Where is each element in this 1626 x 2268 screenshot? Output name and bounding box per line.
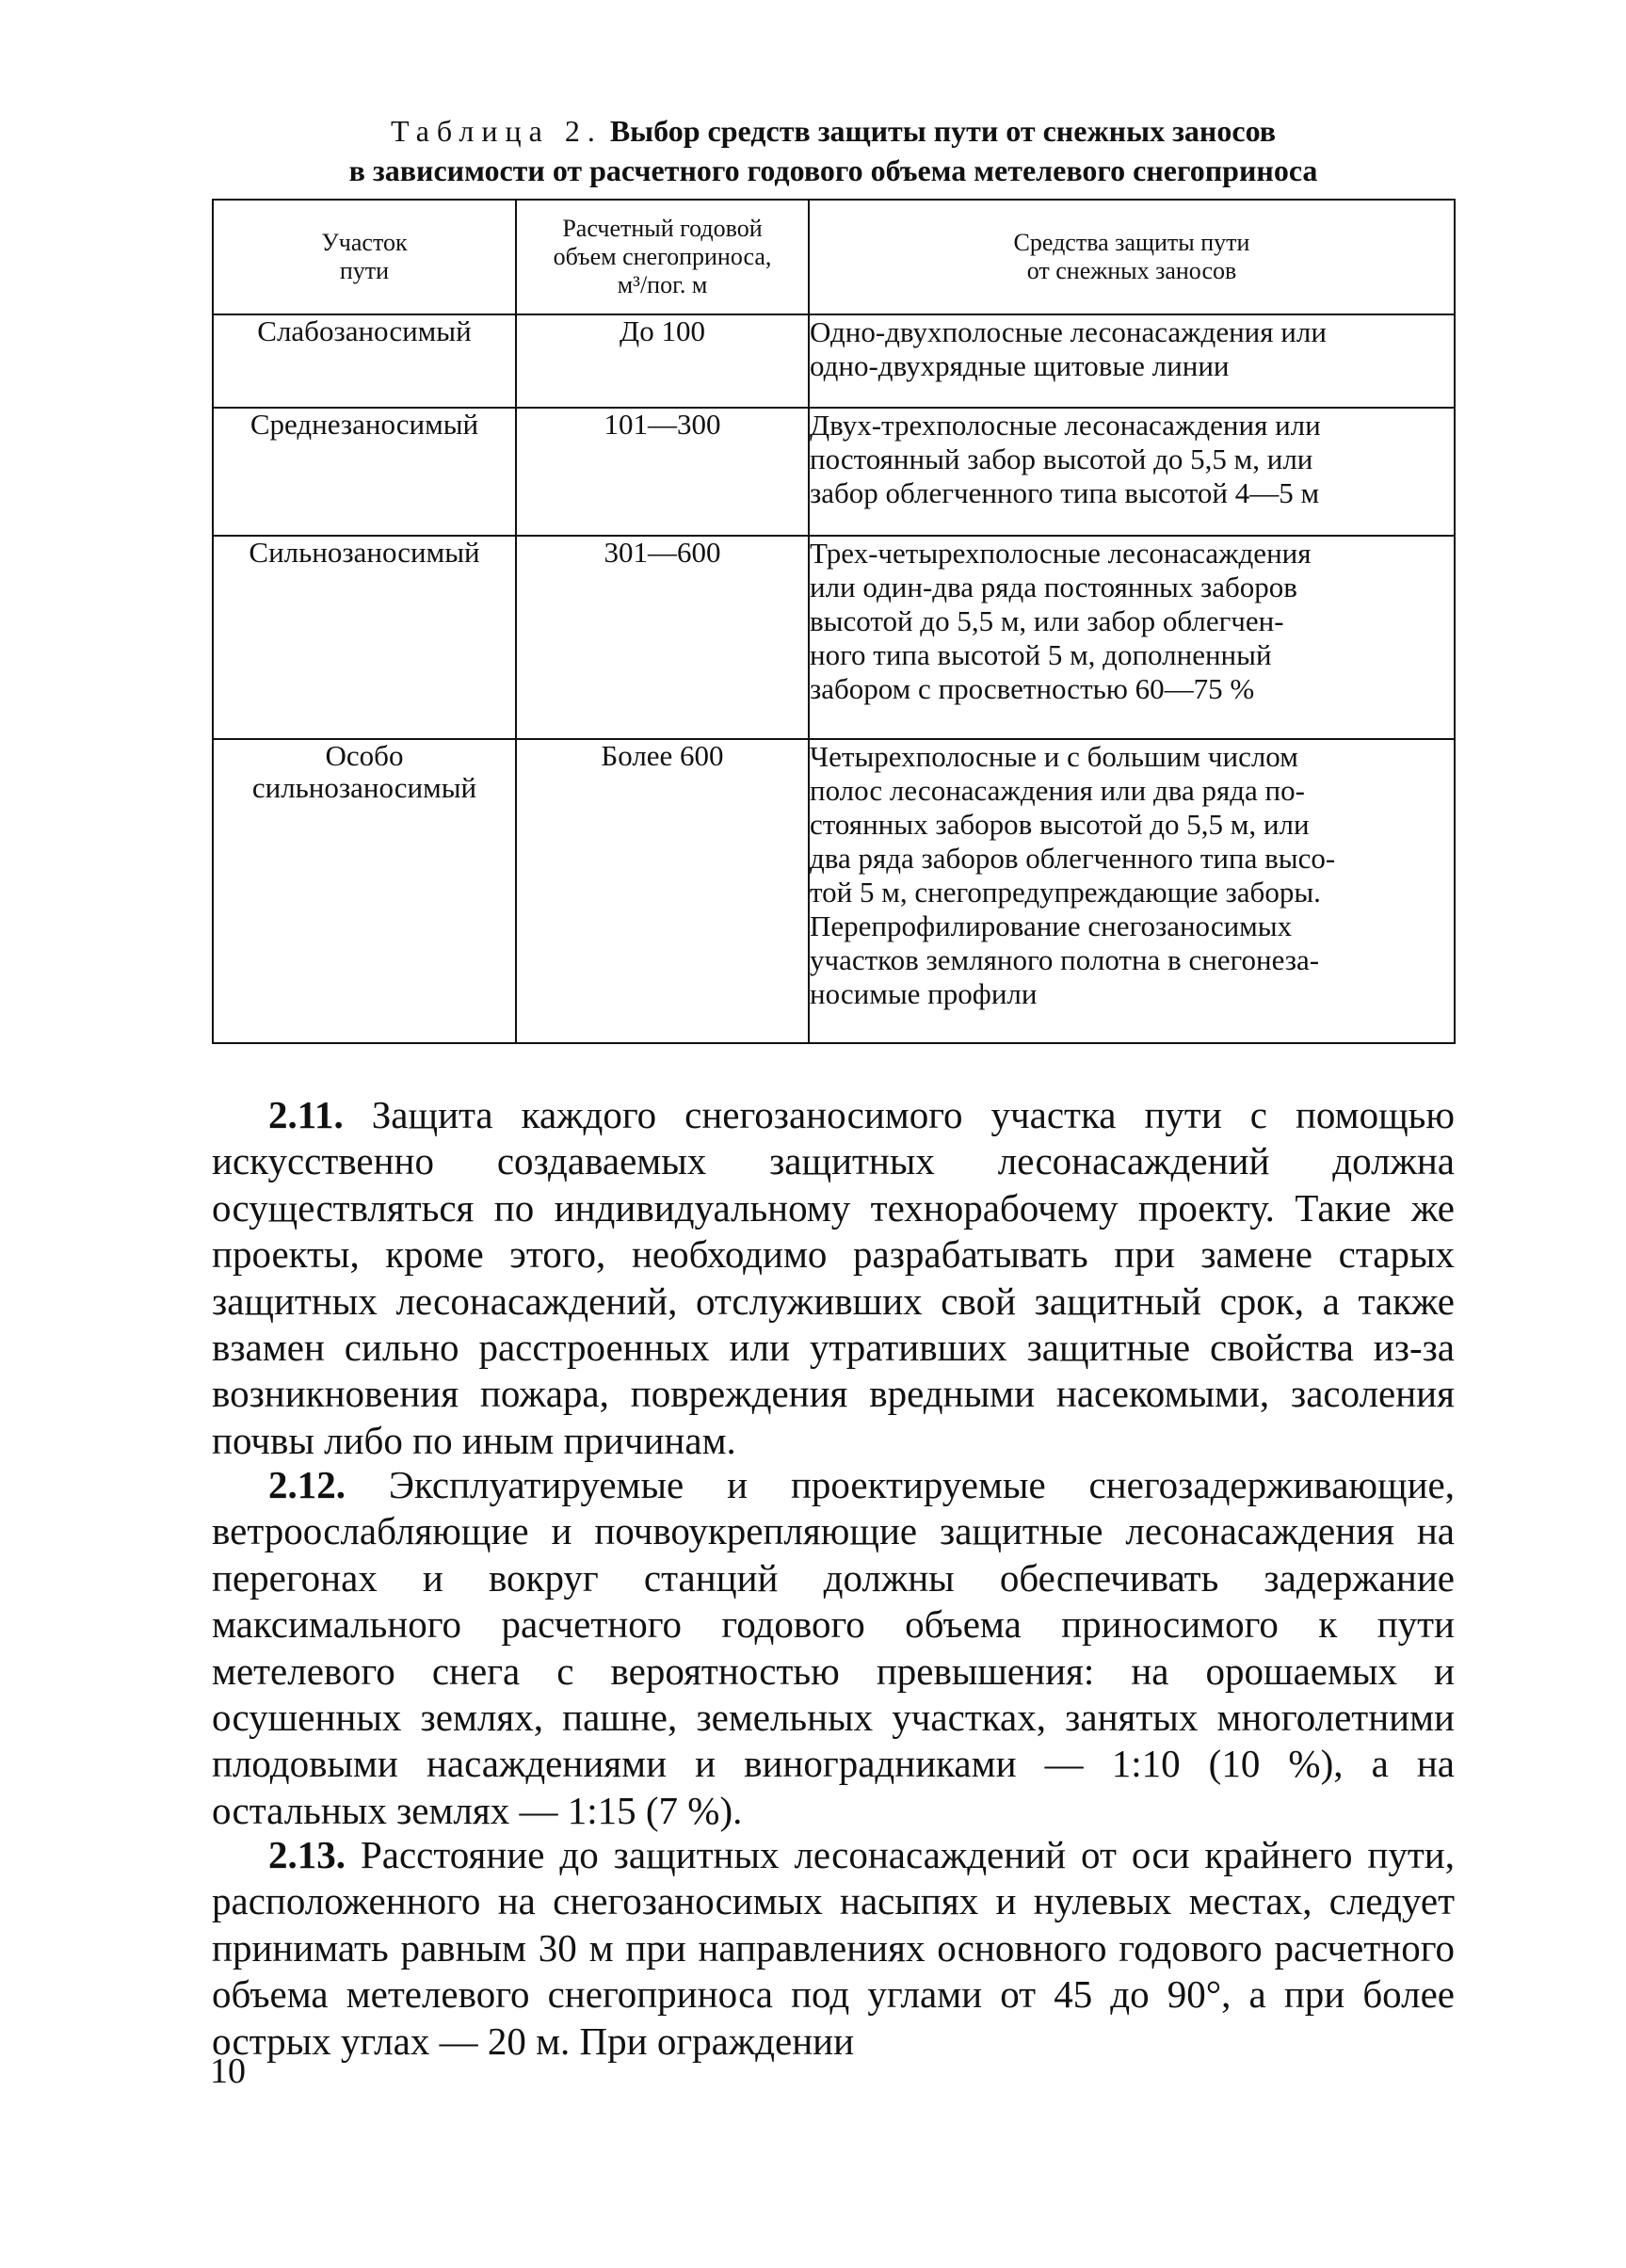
header-section: Участок пути xyxy=(213,200,516,314)
cell-volume: Более 600 xyxy=(516,739,809,1043)
table-label: Таблица 2. xyxy=(390,114,603,148)
cell-section: Среднезаносимый xyxy=(213,408,516,536)
cell-means: Четырехполосные и с большим числом полос лесонасаждения или два ряда по- стоянных заборов высотой до 5,5 м, или два ряда заборов облегченного типа высо- той 5 м, снегопредупреждающие заборы. Перепрофилирование снегозаносимых участков земляного полотна в снегонеза- носимые профили xyxy=(809,739,1455,1043)
cell-section: Сильнозаносимый xyxy=(213,536,516,738)
cell-section: Слабозаносимый xyxy=(213,314,516,408)
header-volume: Расчетный годовой объем снегоприноса, м³/пог. м xyxy=(516,200,809,314)
paragraph-text: Эксплуатируемые и проектируемые снегозадерживающие, ветроослабляющие и почвоукрепляющие защитные лесонасаждения на перегонах и вокруг станций должны обеспечивать задержание максимального расчетного годового объема приносимого к пути метелевого снега с вероятностью превышения: на орошаемых и осушенных землях, пашне, земельных участках, занятых многолетними плодовыми насаждениями и виноградниками — 1:10 (10 %), а на остальных землях — 1:15 (7 %). xyxy=(212,1463,1455,1832)
cell-means: Трех-четырехполосные лесонасаждения или один-два ряда постоянных заборов высотой до 5,5 м, или забор облегчен- ного типа высотой 5 м, дополненный забором с просветностью 60—75 % xyxy=(809,536,1455,738)
header-means: Средства защиты пути от снежных заносов xyxy=(809,200,1455,314)
paragraph-number: 2.12. xyxy=(268,1463,346,1506)
cell-volume: До 100 xyxy=(516,314,809,408)
snow-protection-table xyxy=(212,199,1456,1044)
cell-volume: 301—600 xyxy=(516,536,809,738)
paragraph-text: Расстояние до защитных лесонасаждений от оси крайнего пути, расположенного на снегозаносимых насыпях и нулевых местах, следует принимать равным 30 м при направлениях основного годового расчетного объема метелевого снегоприноса под углами от 45 до 90°, а при более острых углах — 20 м. При ограждении xyxy=(212,1833,1455,2063)
table-row xyxy=(213,739,1455,1043)
paragraph-2-12 xyxy=(212,1462,1455,1834)
paragraph-number: 2.13. xyxy=(268,1833,346,1876)
paragraph-2-13 xyxy=(212,1832,1455,2065)
table-row xyxy=(213,536,1455,738)
cell-means: Одно-двухполосные лесонасаждения или одно-двухрядные щитовые линии xyxy=(809,314,1455,408)
table-title-line2: в зависимости от расчетного годового объема метелевого снегоприноса xyxy=(348,153,1318,187)
table-row xyxy=(213,408,1455,536)
table-title-line1: Выбор средств защиты пути от снежных заносов xyxy=(609,114,1277,148)
paragraph-text: Защита каждого снегозаносимого участка пути с помощью искусственно создаваемых защитных лесонасаждений должна осуществляться по индивидуальному технорабочему проекту. Такие же проекты, кроме этого, необходимо разрабатывать при замене старых защитных лесонасаждений, отслуживших свой защитный срок, а также взамен сильно расстроенных или утративших защитные свойства из-за возникновения пожара, повреждения вредными насекомыми, засоления почвы либо по иным причинам. xyxy=(212,1093,1455,1462)
table-row xyxy=(213,314,1455,408)
table-caption xyxy=(212,111,1455,190)
table-header-row xyxy=(213,200,1455,314)
cell-means: Двух-трехполосные лесонасаждения или постоянный забор высотой до 5,5 м, или забор облегченного типа высотой 4—5 м xyxy=(809,408,1455,536)
paragraph-2-11 xyxy=(212,1092,1455,1464)
cell-section: Особо сильнозаносимый xyxy=(213,739,516,1043)
paragraph-number: 2.11. xyxy=(268,1093,344,1136)
cell-volume: 101—300 xyxy=(516,408,809,536)
page-number: 10 xyxy=(210,2051,246,2091)
